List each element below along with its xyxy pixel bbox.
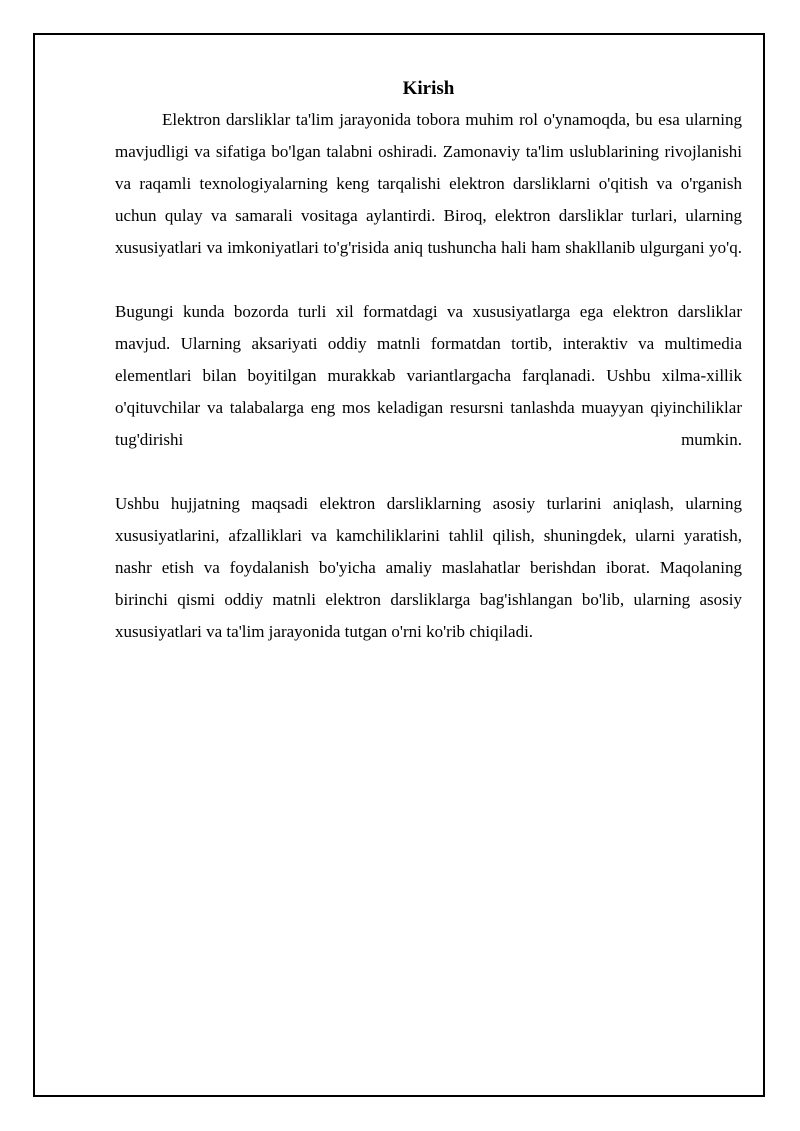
document-body xyxy=(115,74,742,648)
paragraph-2: Bugungi kunda bozorda turli xil formatdagi va xususiyatlarga ega elektron darsliklar mavjud. Ularning aksariyati oddiy matnli formatdan tortib, interaktiv va multimedia elementlari bilan boyitilgan murakkab variantlargacha farqlanadi. Ushbu xilma-xillik o'qituvchilar va talabalarga eng mos keladigan resursni tanlashda muayyan qiyinchiliklar tug'dirishi mumkin. xyxy=(115,302,742,449)
paragraph-1: Elektron darsliklar ta'lim jarayonida tobora muhim rol o'ynamoqda, bu esa ularning mavjudligi va sifatiga bo'lgan talabni oshiradi. Zamonaviy ta'lim uslublarining rivojlanishi va raqamli texnologiyalarning keng tarqalishi elektron darsliklarni o'qitish va o'rganish uchun qulay va samarali vositaga aylantirdi. Biroq, elektron darsliklar turlari, ularning xususiyatlari va imkoniyatlari to'g'risida aniq tushuncha hali ham shakllanib ulgurgani yo'q. xyxy=(115,110,742,257)
document-title: Kirish xyxy=(402,78,455,99)
paragraph-3: Ushbu hujjatning maqsadi elektron darsliklarning asosiy turlarini aniqlash, ularning xususiyatlarini, afzalliklari va kamchiliklarini tahlil qilish, shuningdek, ularni yaratish, nashr etish va foydalanish bo'yicha amaliy maslahatlar berishdan iborat. Maqolaning birinchi qismi oddiy matnli elektron darsliklarga bag'ishlangan bo'lib, ularning asosiy xususiyatlari va ta'lim jarayonida tutgan o'rni ko'rib chiqiladi. xyxy=(115,494,742,641)
paragraph-spacer xyxy=(115,456,742,488)
paragraph-spacer xyxy=(115,264,742,296)
